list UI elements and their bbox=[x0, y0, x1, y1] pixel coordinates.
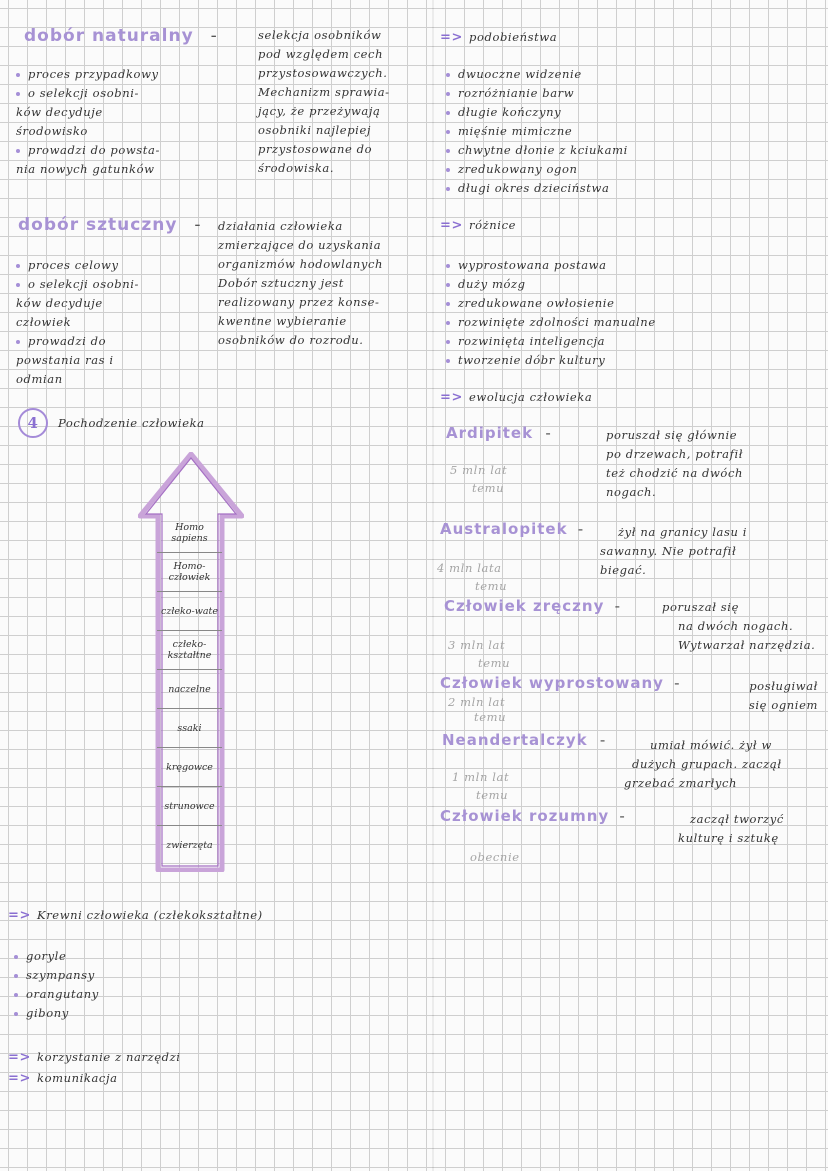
stage-time: 5 mln lat temu bbox=[450, 463, 508, 495]
evolution-heading: => ewolucja człowieka bbox=[440, 390, 593, 405]
bullet-icon bbox=[16, 149, 20, 153]
bullet-icon bbox=[16, 340, 20, 344]
bullet-icon bbox=[14, 1012, 18, 1016]
bullet-icon bbox=[446, 359, 450, 363]
differences-heading: => różnice bbox=[440, 218, 517, 233]
list-item: gibony bbox=[14, 1004, 99, 1023]
list-item: prowadzi do bbox=[16, 332, 139, 351]
bullet-icon bbox=[14, 955, 18, 959]
taxonomy-level: zwierzęta bbox=[166, 839, 213, 851]
bullet-icon bbox=[14, 974, 18, 978]
bullet-icon bbox=[446, 283, 450, 287]
bullet-icon bbox=[16, 92, 20, 96]
list-item: rozróżnianie barw bbox=[446, 84, 628, 103]
stage-time: obecnie bbox=[470, 850, 520, 864]
list-item: wyprostowana postawa bbox=[446, 256, 656, 275]
list-item: chwytne dłonie z kciukami bbox=[446, 141, 628, 160]
stage-name: Neandertalczyk - bbox=[442, 731, 607, 749]
list-item: orangutany bbox=[14, 985, 99, 1004]
list-item: proces celowy bbox=[16, 256, 139, 275]
differences-list bbox=[446, 256, 656, 370]
bullet-icon bbox=[16, 283, 20, 287]
relatives-list bbox=[14, 947, 99, 1023]
bullet-icon bbox=[446, 149, 450, 153]
list-item: proces przypadkowy bbox=[16, 65, 160, 84]
list-item: => komunikacja bbox=[8, 1071, 118, 1086]
bullet-icon bbox=[16, 264, 20, 268]
list-item: dwuoczne widzenie bbox=[446, 65, 628, 84]
list-item: zredukowane owłosienie bbox=[446, 294, 656, 313]
stage-description: posługiwał się ogniem bbox=[748, 679, 818, 712]
bullet-icon bbox=[446, 130, 450, 134]
artificial-selection-title: dobór sztuczny - bbox=[18, 215, 202, 235]
list-item: o selekcji osobni- bbox=[16, 84, 160, 103]
bullet-icon bbox=[446, 92, 450, 96]
page-fold bbox=[432, 0, 434, 1171]
stage-time: 4 mln lata temu bbox=[437, 561, 508, 593]
bullet-icon bbox=[446, 264, 450, 268]
bullet-icon bbox=[446, 321, 450, 325]
relatives-extra bbox=[8, 1047, 181, 1089]
taxonomy-level: Homo-człowiek bbox=[157, 553, 222, 592]
list-item: długi okres dzieciństwa bbox=[446, 179, 628, 198]
list-item: o selekcji osobni- bbox=[16, 275, 139, 294]
relatives-heading: => Krewni człowieka (człekokształtne) bbox=[8, 908, 263, 923]
origin-heading: 4 Pochodzenie człowieka bbox=[18, 408, 205, 438]
taxonomy-level: naczelne bbox=[157, 670, 222, 709]
stage-description: poruszał się na dwóch nogach. Wytwarzał narzędzia. bbox=[662, 600, 816, 652]
stage-time: 3 mln lat temu bbox=[448, 638, 511, 670]
taxonomy-level: Homo sapiens bbox=[157, 514, 222, 553]
bullet-icon bbox=[16, 73, 20, 77]
list-item: prowadzi do powsta- bbox=[16, 141, 160, 160]
taxonomy-level: kręgowce bbox=[157, 748, 222, 787]
bullet-icon bbox=[446, 340, 450, 344]
stage-name: Człowiek wyprostowany - bbox=[440, 674, 681, 692]
stage-description: umiał mówić. żył w dużych grupach. zaczął grzebać zmarłych bbox=[624, 738, 782, 790]
taxonomy-stack bbox=[157, 514, 222, 864]
artificial-selection-definition: działania człowieka zmierzające do uzyskania organizmów hodowlanych Dobór sztuczny jest realizowany przez konse- kwentne wybieranie osobników do rozrodu. bbox=[218, 219, 384, 347]
bullet-icon bbox=[14, 993, 18, 997]
list-item: szympansy bbox=[14, 966, 99, 985]
bullet-icon bbox=[446, 111, 450, 115]
stage-name: Człowiek rozumny - bbox=[440, 807, 626, 825]
stage-description: poruszał się głównie po drzewach, potrafił też chodzić na dwóch nogach. bbox=[606, 428, 744, 499]
list-item: rozwinięta inteligencja bbox=[446, 332, 656, 351]
natural-selection-definition: selekcja osobników pod względem cech przystosowawczych. Mechanizm sprawia- jący, że przeżywają osobniki najlepiej przystosowane do środowiska. bbox=[258, 28, 390, 175]
stage-description: żył na granicy lasu i sawanny. Nie potrafił biegać. bbox=[600, 525, 748, 577]
section-number-badge: 4 bbox=[18, 408, 48, 438]
stage-time: 2 mln lat temu bbox=[448, 695, 507, 724]
list-item: zredukowany ogon bbox=[446, 160, 628, 179]
artificial-selection-bullets: proces celowy o selekcji osobni- ków decyduje człowiek prowadzi do powstania ras i odmian bbox=[16, 258, 139, 386]
bullet-icon bbox=[446, 73, 450, 77]
stage-name: Ardipitek - bbox=[446, 424, 552, 442]
similarities-heading: => podobieństwa bbox=[440, 30, 558, 45]
taxonomy-level: ssaki bbox=[157, 709, 222, 748]
similarities-list bbox=[446, 65, 628, 198]
list-item: tworzenie dóbr kultury bbox=[446, 351, 656, 370]
taxonomy-level: strunowce bbox=[157, 787, 222, 826]
bullet-icon bbox=[446, 187, 450, 191]
stage-name: Australopitek - bbox=[440, 520, 585, 538]
taxonomy-level: człeko-wate bbox=[157, 592, 222, 631]
natural-selection-bullets: proces przypadkowy o selekcji osobni- ków decyduje środowisko prowadzi do powsta- nia nowych gatunków bbox=[16, 67, 160, 176]
stage-name: Człowiek zręczny - bbox=[444, 597, 622, 615]
taxonomy-level: człeko-kształtne bbox=[157, 631, 222, 670]
stage-time: 1 mln lat temu bbox=[452, 770, 510, 802]
list-item: długie kończyny bbox=[446, 103, 628, 122]
list-item: goryle bbox=[14, 947, 99, 966]
list-item: duży mózg bbox=[446, 275, 656, 294]
list-item: mięśnie mimiczne bbox=[446, 122, 628, 141]
bullet-icon bbox=[446, 168, 450, 172]
bullet-icon bbox=[446, 302, 450, 306]
list-item: => korzystanie z narzędzi bbox=[8, 1050, 181, 1065]
list-item: rozwinięte zdolności manualne bbox=[446, 313, 656, 332]
natural-selection-title: dobór naturalny - bbox=[24, 26, 218, 46]
stage-description: zaczął tworzyć kulturę i sztukę bbox=[678, 812, 784, 845]
